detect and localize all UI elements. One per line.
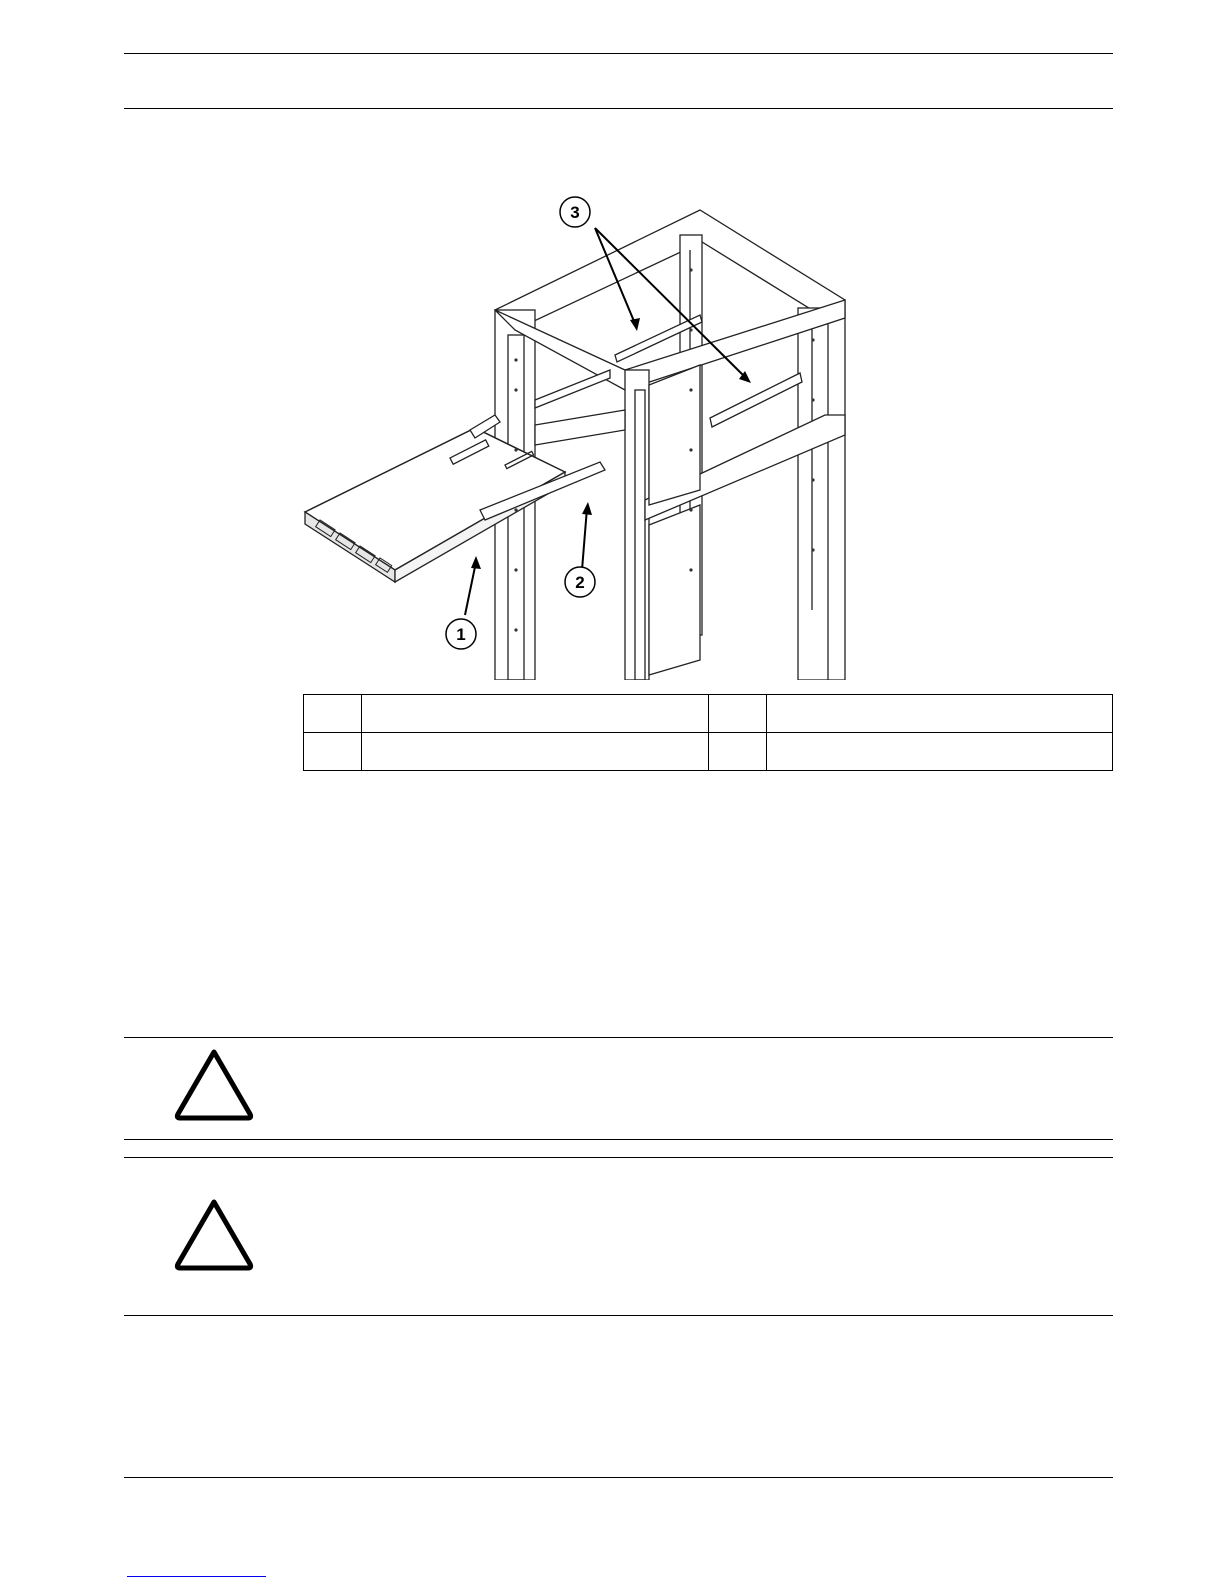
footer-link-underline[interactable] <box>127 1576 266 1577</box>
figure-legend-table <box>303 694 1113 771</box>
legend-text <box>362 733 709 771</box>
legend-text <box>766 695 1113 733</box>
footer-rule <box>124 1477 1113 1478</box>
legend-row <box>304 733 1113 771</box>
legend-number <box>304 733 362 771</box>
notice-1-bottom-rule <box>124 1139 1113 1140</box>
legend-row <box>304 695 1113 733</box>
legend-number <box>708 733 766 771</box>
callout-3: 3 <box>570 203 580 222</box>
notice-1-top-rule <box>124 1037 1113 1038</box>
notice-2-bottom-rule <box>124 1315 1113 1316</box>
legend-text <box>766 733 1113 771</box>
legend-number <box>304 695 362 733</box>
header-bottom-rule <box>124 108 1113 109</box>
callout-1: 1 <box>456 625 466 644</box>
warning-triangle-icon <box>172 1196 256 1272</box>
legend-number <box>708 695 766 733</box>
rack-installation-illustration <box>290 190 850 680</box>
header-top-rule <box>124 53 1113 54</box>
legend-text <box>362 695 709 733</box>
callout-2: 2 <box>575 573 585 592</box>
warning-triangle-icon <box>172 1046 256 1122</box>
notice-2-top-rule <box>124 1157 1113 1158</box>
